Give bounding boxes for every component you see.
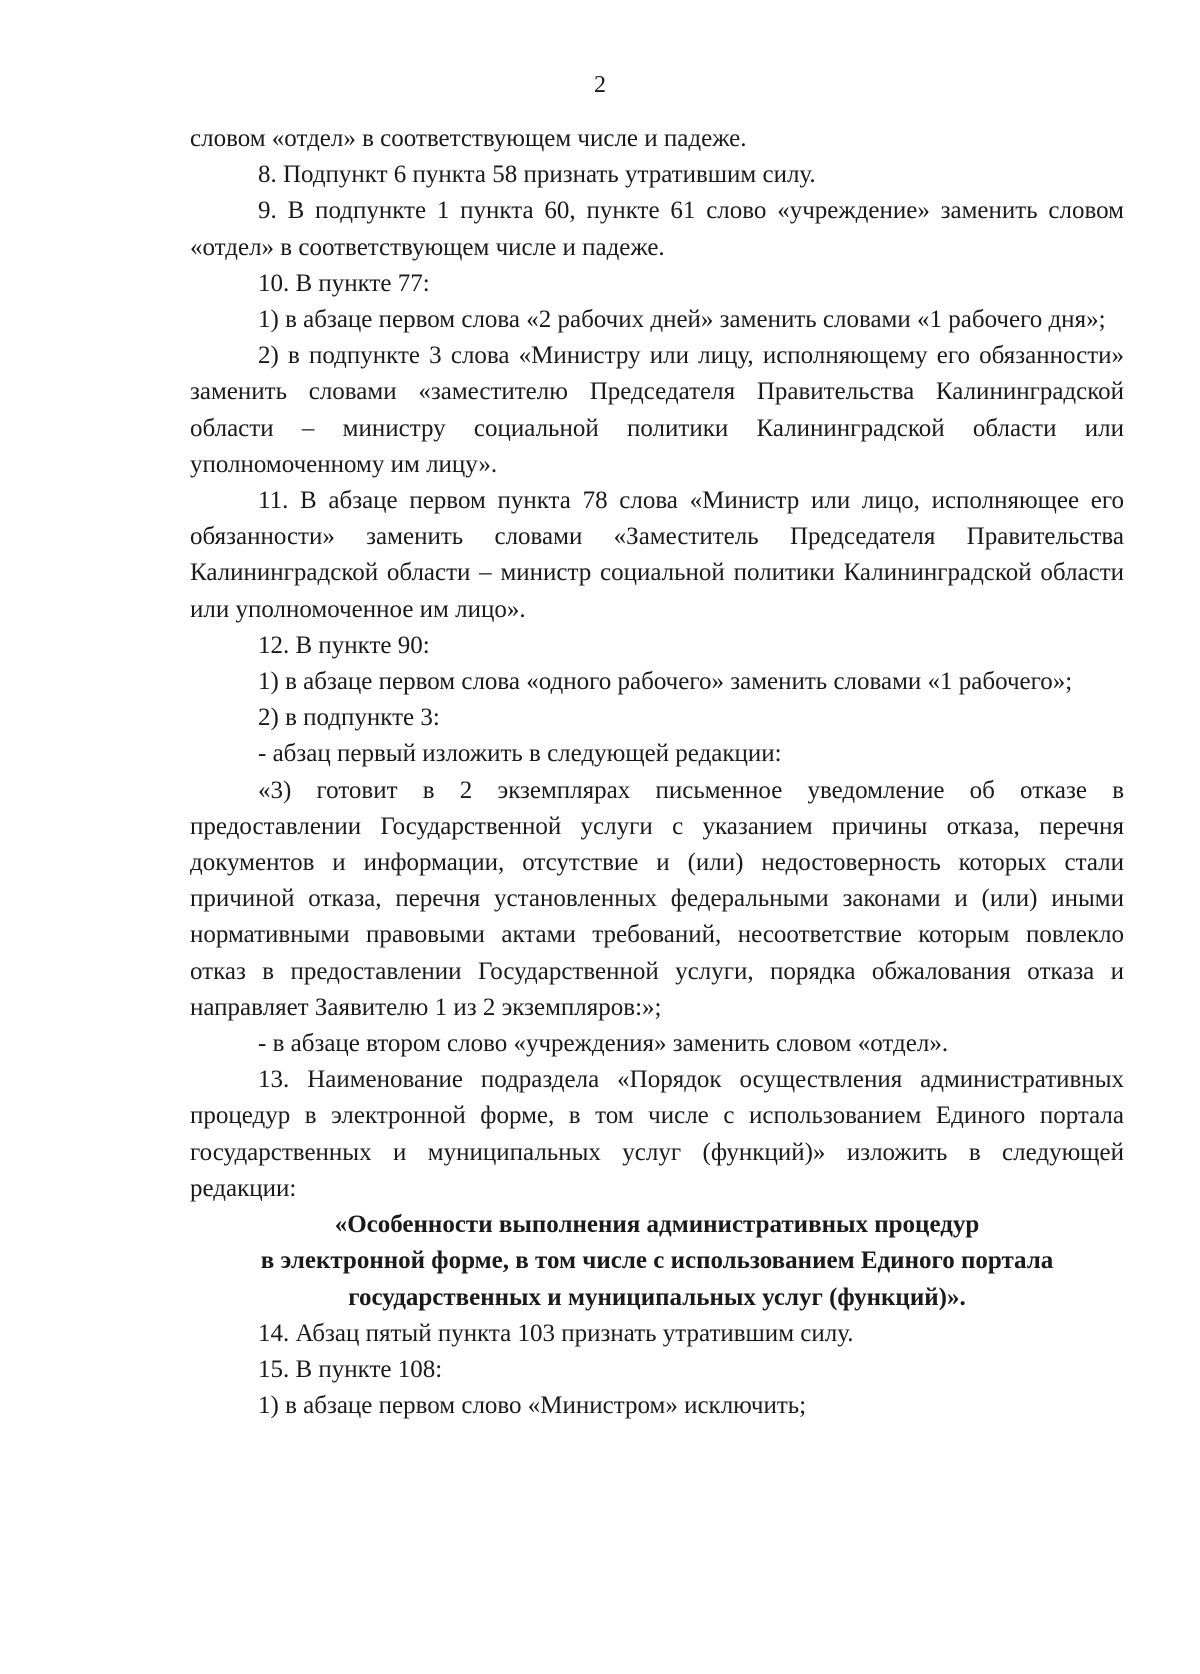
paragraph-item-10: 10. В пункте 77:: [258, 269, 430, 297]
paragraph-item-15: 15. В пункте 108:: [258, 1355, 443, 1383]
paragraph-item-14: 14. Абзац пятый пункта 103 признать утратившим силу.: [258, 1319, 854, 1347]
paragraph-item-12-2-b: - в абзаце втором слово «учреждения» заменить словом «отдел».: [258, 1030, 949, 1058]
section-heading-line-1: «Особенности выполнения административных процедур: [334, 1211, 980, 1239]
paragraph-item-13: 13. Наименование подраздела «Порядок осуществления административных процедур в электронной форме, в том числе с использованием Единого портала государственных и муниципальных услуг (функций)» изложить в следующей редакции:: [190, 1066, 1124, 1202]
paragraph-item-12: 12. В пункте 90:: [258, 631, 430, 659]
paragraph-item-12-2-a: - абзац первый изложить в следующей редакции:: [258, 740, 782, 768]
paragraph-continuation: словом «отдел» в соответствующем числе и падеже.: [190, 125, 747, 152]
paragraph-item-9: 9. В подпункте 1 пункта 60, пункте 61 слово «учреждение» заменить словом «отдел» в соответствующем числе и падеже.: [190, 197, 1124, 261]
section-heading-line-2: в электронной форме, в том числе с использованием Единого портала: [260, 1247, 1054, 1275]
page-number: 2: [594, 72, 606, 98]
paragraph-quoted-text: «3) готовит в 2 экземплярах письменное уведомление об отказе в предоставлении Государственной услуги с указанием причины отказа, перечня документов и информации, отсутствие и (или) недостоверность которых стали причиной отказа, перечня установленных федеральными законами и (или) иными нормативными правовыми актами требований, несоответствие которым повлекло отказ в предоставлении Государственной услуги, порядка обжалования отказа и направляет Заявителю 1 из 2 экземпляров:»;: [190, 776, 1124, 1021]
section-heading-line-3: государственных и муниципальных услуг (функций)».: [348, 1283, 966, 1311]
paragraph-item-10-2: 2) в подпункте 3 слова «Министру или лицу, исполняющему его обязанности» заменить словами «заместителю Председателя Правительства Калининградской области – министру социальной политики Калининградской области или уполномоченному им лицу».: [190, 342, 1124, 478]
paragraph-item-12-1: 1) в абзаце первом слова «одного рабочего» заменить словами «1 рабочего»;: [258, 668, 1073, 696]
paragraph-item-10-1: 1) в абзаце первом слова «2 рабочих дней» заменить словами «1 рабочего дня»;: [258, 306, 1106, 334]
document-body: [190, 121, 1124, 1424]
paragraph-item-12-2: 2) в подпункте 3:: [258, 704, 440, 732]
paragraph-item-15-1: 1) в абзаце первом слово «Министром» исключить;: [258, 1392, 807, 1420]
section-heading: [190, 1207, 1124, 1316]
paragraph-item-11: 11. В абзаце первом пункта 78 слова «Министр или лицо, исполняющее его обязанности» заменить словами «Заместитель Председателя Правительства Калининградской области – министр социальной политики Калининградской области или уполномоченное им лицо».: [190, 487, 1124, 623]
paragraph-item-8: 8. Подпункт 6 пункта 58 признать утратившим силу.: [258, 161, 816, 189]
